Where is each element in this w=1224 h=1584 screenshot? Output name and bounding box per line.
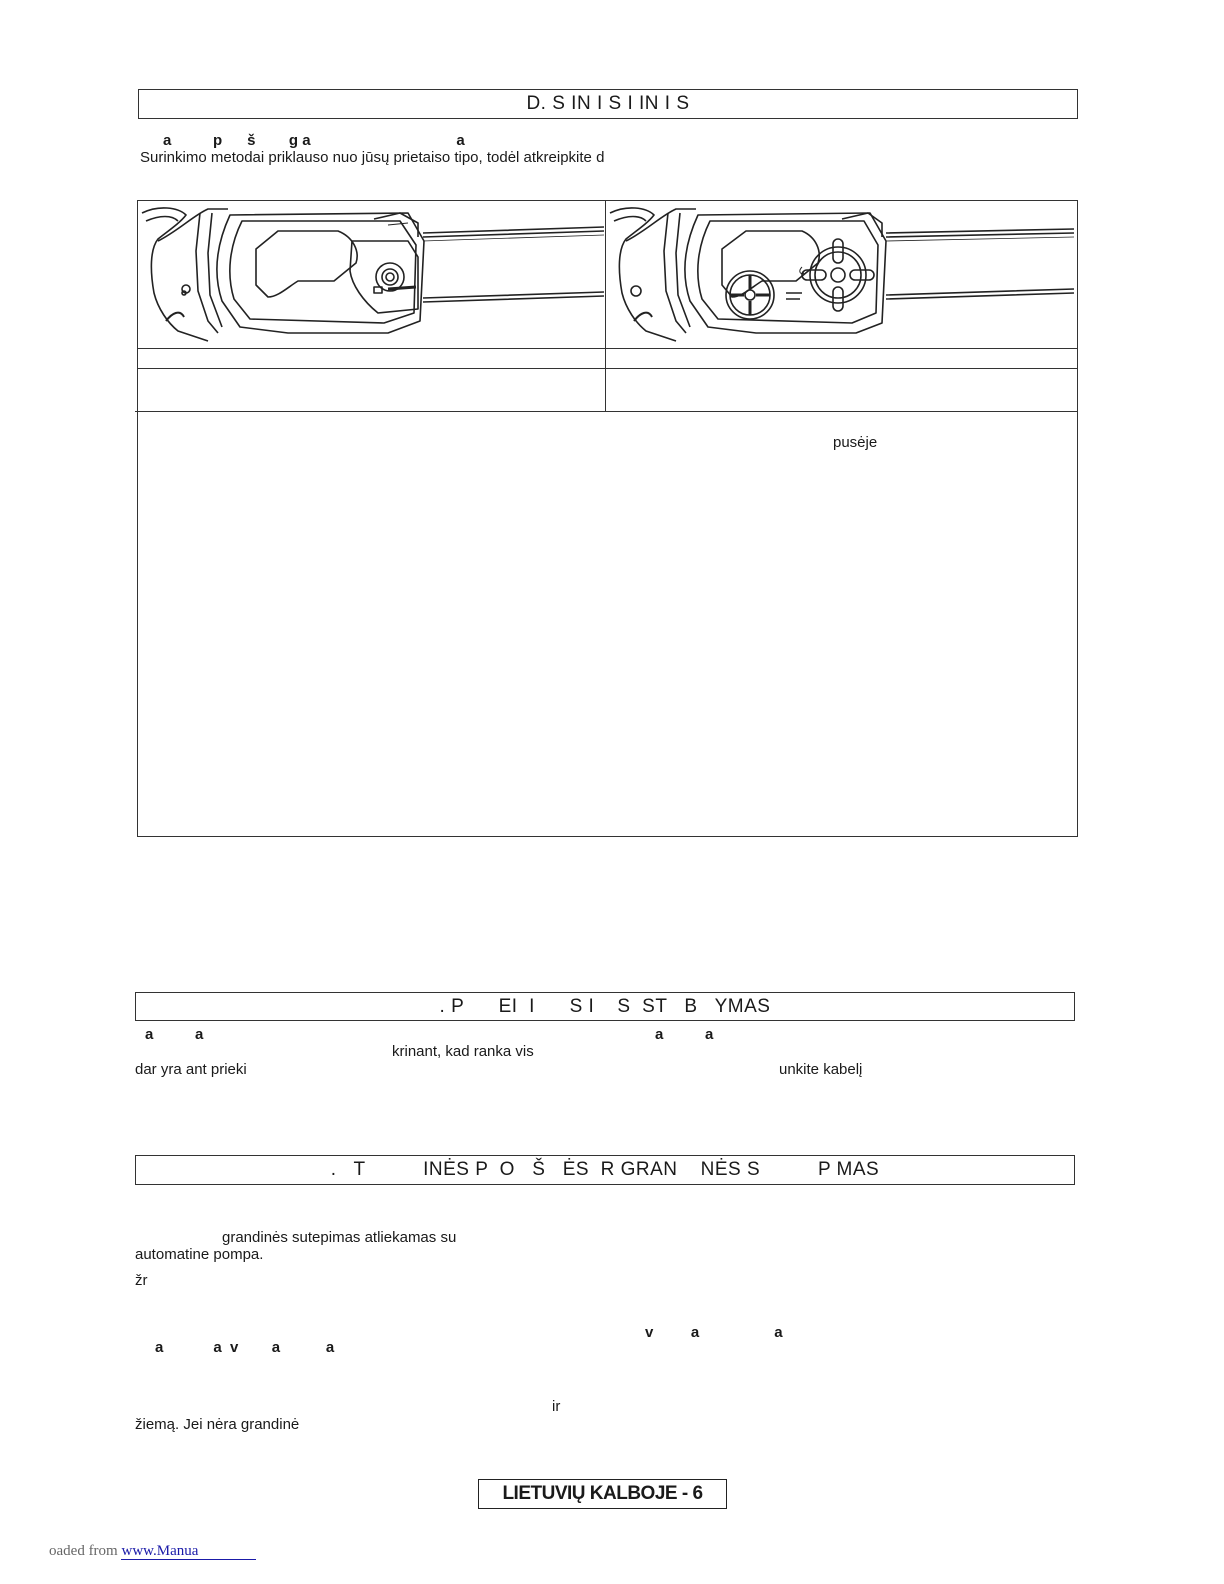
side-label-puseje: pusėje [833, 434, 878, 451]
chainsaw-type-b-illustration [606, 201, 1077, 347]
section-title-text: . T INĖS P O Š ĖS R GRAN NĖS S P MAS [330, 1159, 880, 1180]
table-rule-3 [135, 411, 1078, 412]
download-source [49, 1543, 256, 1560]
t-zr: žr [135, 1272, 148, 1289]
page-label-text: LIETUVIŲ KALBOJE - 6 [502, 1483, 703, 1504]
assembly-intro-text: Surinkimo metodai priklauso nuo jūsų prietaiso tipo, todėl atkreipkite d [140, 149, 605, 166]
t-fragment-left: a a v a a [155, 1339, 335, 1356]
table-rule-1 [137, 348, 1078, 349]
table-rule-2 [137, 368, 1078, 369]
t-line-2: automatine pompa. [135, 1246, 264, 1263]
warning-fragment-line: a p š g a a [163, 132, 465, 149]
t-last-line: žiemą. Jei nėra grandinė [135, 1416, 300, 1433]
t-line-1: grandinės sutepimas atliekamas su [222, 1229, 457, 1246]
p-fragment-left: a a [145, 1026, 204, 1043]
t-fragment-right: v a a [645, 1324, 783, 1341]
chainsaw-type-a-illustration [138, 201, 604, 347]
section-title-text: . P EI I S I S ST B YMAS [439, 996, 771, 1017]
p-line-2: krinant, kad ranka vis [392, 1043, 534, 1060]
page-label [478, 1479, 727, 1509]
download-link[interactable]: www.Manua [121, 1543, 256, 1560]
p-fragment-right: a a [655, 1026, 714, 1043]
section-title-handle [135, 992, 1075, 1021]
p-line-3-right: unkite kabelį [779, 1061, 863, 1078]
p-line-3-left: dar yra ant prieki [135, 1061, 247, 1078]
t-ir: ir [552, 1398, 561, 1415]
section-title-assembly [138, 89, 1078, 119]
section-title-lubrication [135, 1155, 1075, 1185]
download-prefix: oaded from [49, 1543, 122, 1559]
section-title-text: D. S IN I S I IN I S [526, 93, 690, 114]
